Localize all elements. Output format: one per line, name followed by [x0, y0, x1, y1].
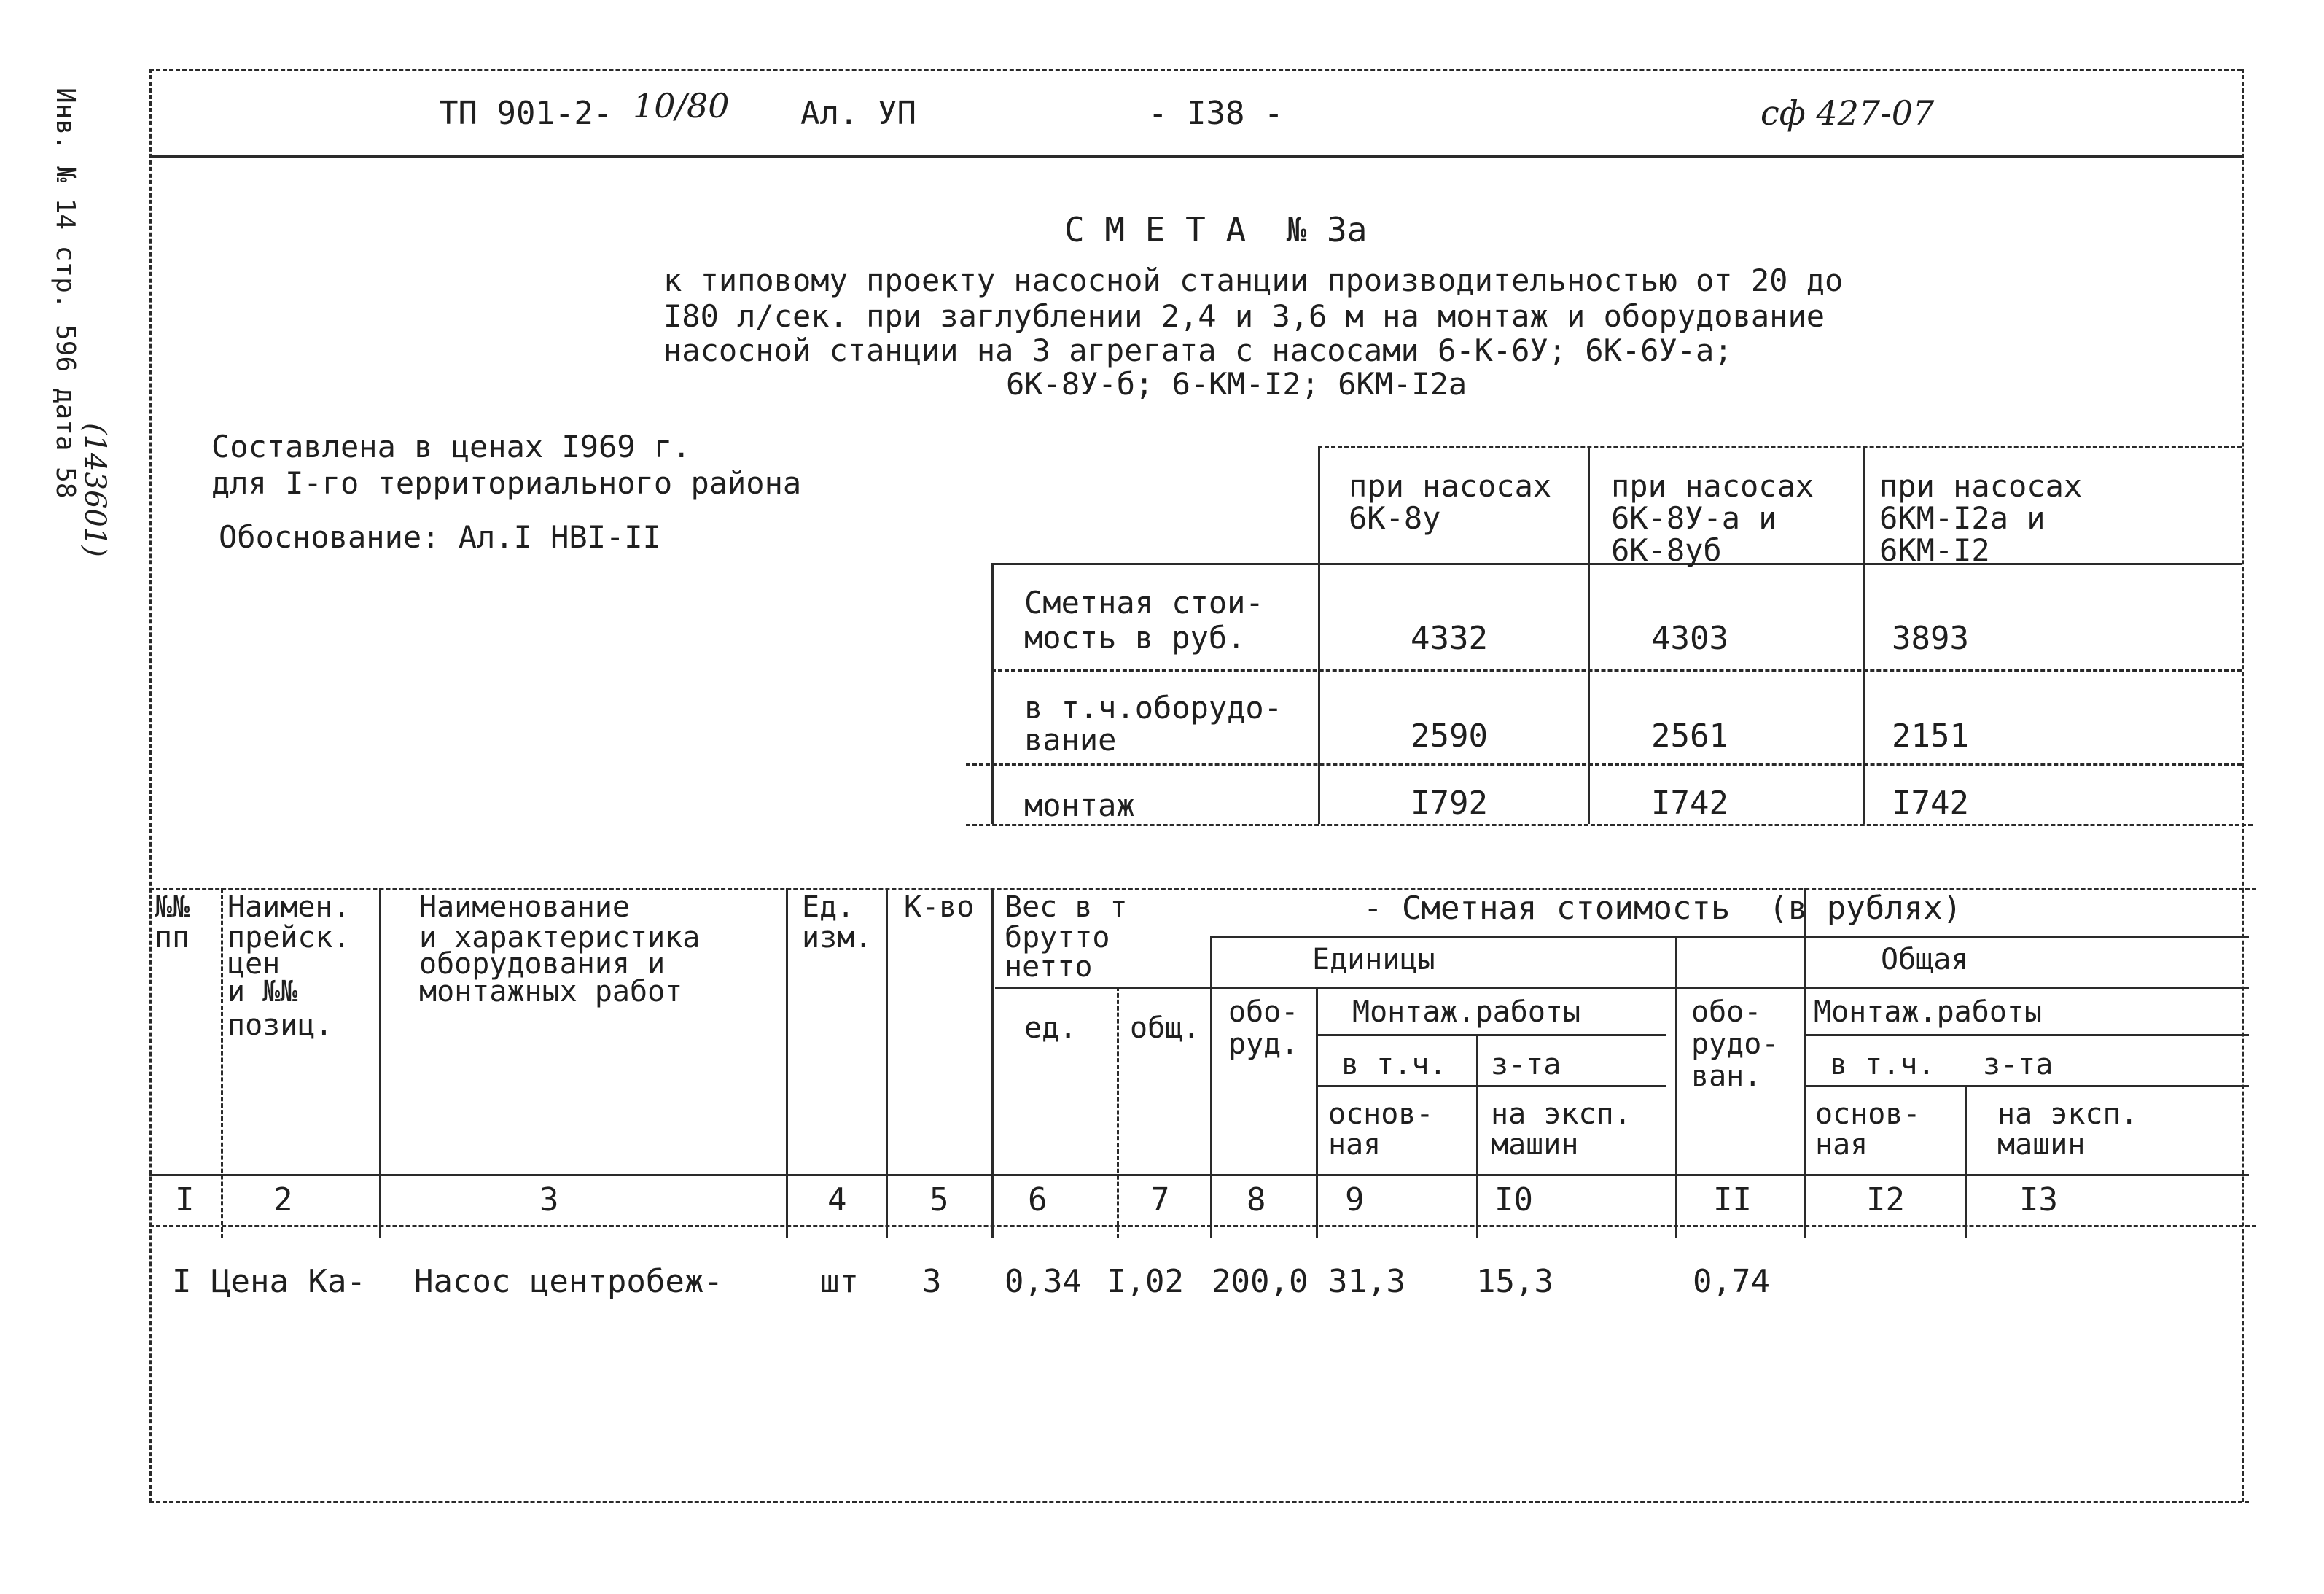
h-equip-u-a: обо- [1228, 995, 1299, 1029]
colnum-rule [149, 1225, 2256, 1227]
col-div-1 [221, 888, 223, 1238]
h-weight-c: нетто [1005, 950, 1093, 984]
colnum-11: II [1713, 1181, 1752, 1218]
summary-row-1-val-1: 4332 [1411, 620, 1488, 657]
h-mach-t-b: машин [1997, 1128, 2086, 1162]
frame-top [149, 69, 2242, 71]
project-code: ТП 901-2- [439, 95, 613, 132]
margin-stamp-text: Инв. № 14 стр. 596 дата 58 [50, 88, 80, 499]
colnum-10: I0 [1494, 1181, 1533, 1218]
h-mach-t-a: на эксп. [1997, 1097, 2138, 1131]
h-mont-u: Монтаж.работы [1352, 995, 1581, 1029]
title-line-2: I80 л/сек. при заглублении 2,4 и 3,6 м на монтаж и оборудование [663, 298, 1825, 334]
h-price-e: позиц. [227, 1008, 333, 1042]
summary-row-1-val-3: 3893 [1892, 620, 1969, 657]
col-div-8 [1316, 987, 1318, 1238]
h-equip-t-c: ван. [1691, 1060, 1762, 1093]
summary-row-1-val-2: 4303 [1651, 620, 1728, 657]
h-main-t-b: ная [1815, 1128, 1868, 1162]
h-price-d: и №№ [227, 975, 298, 1008]
margin-stamp [50, 88, 80, 499]
row1-weight-unit: 0,34 [1005, 1263, 1082, 1300]
row1-mach-unit: 15,3 [1476, 1263, 1553, 1300]
row1-unit: шт [820, 1263, 859, 1300]
h-weight-unit: ед. [1024, 1011, 1077, 1045]
h-num-a: №№ [155, 890, 190, 924]
margin-number: (143601) [78, 423, 112, 557]
colnum-7: 7 [1150, 1181, 1170, 1218]
project-code-handwritten: 10/80 [633, 86, 730, 125]
colnum-9: 9 [1345, 1181, 1365, 1218]
h-price-c: цен [227, 947, 281, 981]
h-main-u-b: ная [1328, 1128, 1381, 1162]
row1-equip-unit: 200,0 [1212, 1263, 1309, 1300]
frame-bottom [149, 1501, 2249, 1503]
colnum-13: I3 [2019, 1181, 2058, 1218]
summary-row-3-label: монтаж [1024, 788, 1135, 823]
summary-top [1318, 446, 2242, 448]
h-unit-b: изм. [802, 921, 873, 955]
summary-col-0 [991, 563, 994, 824]
h-num-b: пп [155, 921, 190, 955]
col-div-10 [1675, 936, 1677, 1238]
row1-weight-total: I,02 [1107, 1263, 1184, 1300]
summary-rule-1 [991, 669, 2242, 672]
estimate-heading: С М Е Т А № 3а [1064, 210, 1368, 249]
title-line-4: 6К-8У-б; 6-КМ-I2; 6КМ-I2а [1006, 366, 1467, 402]
col-div-9 [1476, 1034, 1478, 1238]
summary-head-3a: при насосах [1879, 468, 2083, 504]
h-incl-u: в т.ч. [1341, 1048, 1447, 1081]
h-weight-total: общ. [1130, 1011, 1201, 1045]
col-div-12 [1965, 1085, 1967, 1238]
header-rule [149, 155, 2242, 158]
summary-col-3 [1863, 446, 1865, 824]
col-div-5 [991, 888, 994, 1238]
colnum-8: 8 [1247, 1181, 1266, 1218]
summary-row-3-val-1: I792 [1411, 785, 1488, 822]
h-units: Единицы [1312, 943, 1435, 976]
mont-t-rule [1804, 1034, 2249, 1036]
col-div-3 [786, 888, 788, 1238]
h-incl-t: в т.ч. [1830, 1048, 1935, 1081]
summary-rule-2 [966, 763, 2242, 766]
row1-equip-total: 0,74 [1693, 1263, 1770, 1300]
frame-right [2242, 69, 2244, 1502]
h-name-d: монтажных работ [419, 975, 683, 1008]
colnum-4: 4 [827, 1181, 847, 1218]
summary-row-3-val-2: I742 [1651, 785, 1728, 822]
weight-sub-rule [995, 987, 2249, 989]
h-equip-t-b: рудо- [1691, 1027, 1779, 1061]
h-weight-a: Вес в т [1005, 890, 1128, 924]
document-code-handwritten: сф 427-07 [1760, 93, 1935, 133]
h-equip-t-a: обо- [1691, 995, 1762, 1029]
colnum-1: I [175, 1181, 195, 1218]
summary-head-3b: 6КМ-I2а и [1879, 500, 2046, 536]
frame-left [149, 69, 152, 1502]
summary-head-2c: 6К-8уб [1611, 532, 1722, 568]
h-wage-u: з-та [1491, 1048, 1561, 1081]
h-unit-a: Ед. [802, 890, 855, 924]
justification: Обоснование: Ал.I НВI-II [219, 519, 661, 555]
summary-row-2-val-1: 2590 [1411, 718, 1488, 755]
summary-bottom [966, 824, 2253, 826]
cost-head-rule [1210, 936, 2249, 938]
head-bottom-rule [149, 1174, 2249, 1176]
page-number: - I38 - [1148, 95, 1284, 132]
h-name-a: Наименование [419, 890, 630, 924]
col-div-6 [1117, 987, 1119, 1238]
colnum-5: 5 [929, 1181, 949, 1218]
summary-head-1b: 6К-8у [1349, 500, 1441, 536]
h-mach-u-b: машин [1491, 1128, 1579, 1162]
h-total: Общая [1881, 943, 1969, 976]
h-cost: - Сметная стоимость (в рублях) [1363, 890, 1962, 927]
territorial-district: для I-го территориального района [211, 465, 802, 501]
col-div-7 [1210, 936, 1212, 1238]
summary-head-2a: при насосах [1611, 468, 1814, 504]
colnum-12: I2 [1866, 1181, 1905, 1218]
title-line-1: к типовому проекту насосной станции производительностью от 20 до [663, 263, 1844, 298]
summary-col-2 [1588, 446, 1590, 824]
row1-qty: 3 [922, 1263, 942, 1300]
col-div-4 [886, 888, 888, 1238]
row1-name: Насос центробеж- [414, 1263, 723, 1300]
summary-row-2-val-2: 2561 [1651, 718, 1728, 755]
col-div-2 [379, 888, 381, 1238]
incl-u-rule [1316, 1085, 1666, 1087]
title-line-3: насосной станции на 3 агрегата с насосами 6-К-6У; 6К-6У-а; [663, 333, 1733, 368]
h-main-t-a: основ- [1815, 1097, 1921, 1131]
h-equip-u-b: руд. [1228, 1027, 1299, 1061]
summary-row-2-label-a: в т.ч.оборудо- [1024, 690, 1283, 726]
colnum-3: 3 [539, 1181, 559, 1218]
h-weight-b: брутто [1005, 921, 1110, 955]
h-price-b: прейск. [227, 921, 351, 955]
row1-main-unit: 31,3 [1328, 1263, 1405, 1300]
colnum-2: 2 [273, 1181, 293, 1218]
h-mach-u-a: на эксп. [1491, 1097, 1631, 1131]
h-name-b: и характеристика [419, 921, 701, 955]
h-mont-t: Монтаж.работы [1814, 995, 2043, 1029]
h-price-a: Наимен. [227, 890, 351, 924]
summary-head-1a: при насосах [1349, 468, 1552, 504]
h-main-u-a: основ- [1328, 1097, 1434, 1131]
h-qty: К-во [904, 890, 975, 924]
colnum-6: 6 [1028, 1181, 1048, 1218]
summary-col-1 [1318, 446, 1320, 824]
summary-row-2-label-b: вание [1024, 722, 1117, 758]
row1-price: Цена Ка- [211, 1263, 366, 1300]
summary-head-3c: 6КМ-I2 [1879, 532, 1990, 568]
h-name-c: оборудования и [419, 947, 666, 981]
h-wage-t: з-та [1983, 1048, 2054, 1081]
col-div-11 [1804, 888, 1806, 1238]
album-label: Ал. УП [800, 95, 916, 132]
mont-u-rule [1316, 1034, 1666, 1036]
incl-t-rule [1804, 1085, 2249, 1087]
summary-head-2b: 6К-8У-а и [1611, 500, 1777, 536]
row1-num: I [172, 1263, 192, 1300]
summary-row-2-val-3: 2151 [1892, 718, 1969, 755]
summary-row-1-label-a: Сметная стои- [1024, 585, 1264, 621]
summary-row-3-val-3: I742 [1892, 785, 1969, 822]
prices-year: Составлена в ценах I969 г. [211, 429, 691, 464]
summary-row-1-label-b: мость в руб. [1024, 620, 1246, 656]
